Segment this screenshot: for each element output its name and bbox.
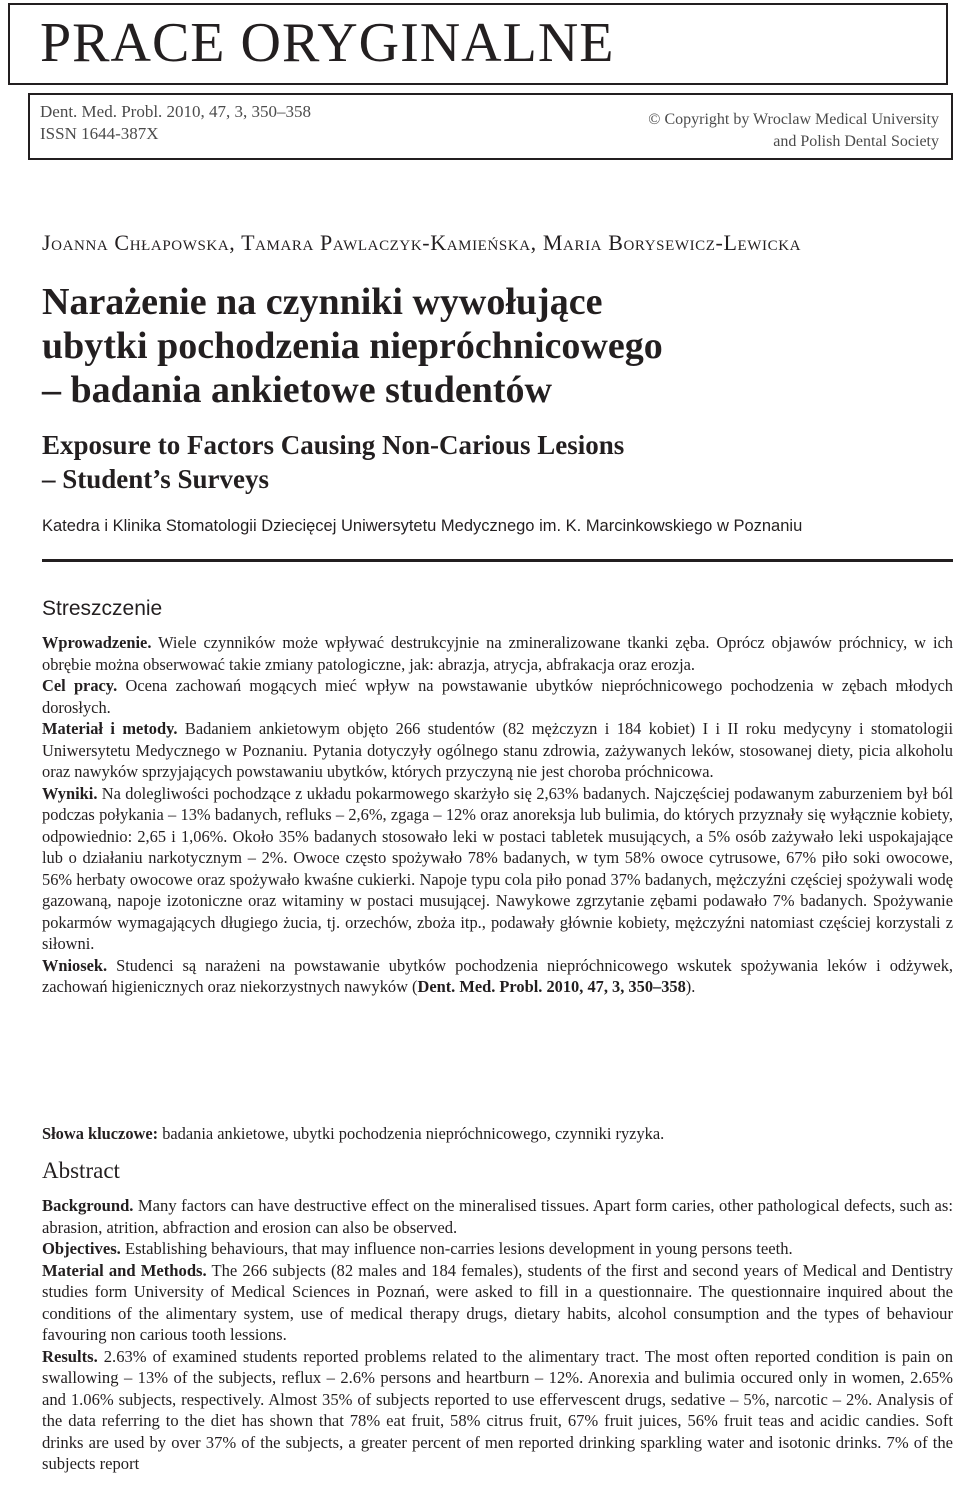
paragraph-label: Background. — [42, 1196, 134, 1215]
copyright-line-1: © Copyright by Wroclaw Medical University — [648, 111, 939, 128]
paragraph-text: Many factors can have destructive effect on the mineralised tissues. Apart form caries, other pathological defects, such as: abrasion, atrition, abfraction and erosion can also be observed. — [42, 1196, 953, 1237]
abstract-paragraph — [42, 1260, 953, 1346]
issn: ISSN 1644-387X — [40, 124, 159, 143]
journal-citation — [40, 101, 311, 145]
title-polish-line: ubytki pochodzenia niepróchnicowego — [42, 325, 663, 367]
abstract-paragraph — [42, 1346, 953, 1475]
divider — [42, 559, 953, 562]
paragraph-text: Na dolegliwości pochodzące z układu pokarmowego skarżyło się 2,63% badanych. Najczęściej podawanym zaburzeniem był ból podczas połykania – 13% badanych, refluks – 2,6%, zgaga – 12% oraz anoreksja lub bulimia, do których przyznały się wyłącznie kobiety, odpowiednio: 2,65 i 1,06%. Około 35% badanych stosowało leki w postaci tabletek musujących, a 5% osób zażywało leki uspokajające lub o działaniu narkotycznym – 2%. Owoce często spożywało 78% badanych, w tym 58% owoce cytrusowe, 67% piło soki owocowe, 56% herbaty owocowe oraz spożywało kwaśne cukierki. Napoje typu cola piło ponad 37% badanych, mężczyźni częściej spożywali wodę gazowaną, napoje izotoniczne oraz witaminy w postaci musującej. Nawykowe zgrzytanie zębami podawało 7% badanych. Spożywanie pokarmów wymagających długiego żucia, tj. orzechów, zboża itp., podawały głównie kobiety, mężczyźni natomiast częściej korzystali z siłowni. — [42, 783, 953, 953]
title-polish-line: – badania ankietowe studentów — [42, 369, 552, 411]
title-english-line: Exposure to Factors Causing Non-Carious Lesions — [42, 430, 625, 460]
abstract-paragraph — [42, 1195, 953, 1238]
abstract-heading: Abstract — [42, 1158, 120, 1183]
paragraph-label: Cel pracy. — [42, 676, 118, 695]
keywords-text: badania ankietowe, ubytki pochodzenia niepróchnicowego, czynniki ryzyka. — [158, 1124, 665, 1143]
abstract-paragraph — [42, 1238, 953, 1260]
paragraph-text: Wiele czynników może wpływać destrukcyjnie na zmineralizowane tkanki zęba. Oprócz objawów próchnicy, w ich obrębie można obserwować takie zmiany patologiczne, jak: abrazja, atrycja, abfrakacja oraz erozja. — [42, 633, 953, 674]
streszczenie-paragraph — [42, 675, 953, 718]
streszczenie-body — [42, 632, 953, 998]
authors: Joanna Chłapowska, Tamara Pawlaczyk-Kamieńska, Maria Borysewicz-Lewicka — [42, 230, 802, 255]
copyright-notice — [648, 109, 939, 153]
affiliation: Katedra i Klinika Stomatologii Dziecięcej Uniwersytetu Medycznego im. K. Marcinkowskiego w Poznaniu — [42, 517, 803, 535]
paragraph-text: Badaniem ankietowym objęto 266 studentów (82 mężczyzn i 184 kobiet) I i II roku medycyny i stomatologii Uniwersytetu Medycznego w Poznaniu. Pytania dotyczyły ogólnego stanu zdrowia, zażywanych leków, stosowanej diety, picia alkoholu oraz nawyków sprzyjających powstawaniu ubytków, których przyczyną nie jest choroba próchnicowa. — [42, 719, 954, 781]
copyright-line-2: and Polish Dental Society — [773, 133, 939, 150]
paragraph-text: 2.63% of examined students reported problems related to the alimentary tract. The most often reported condition is pain on swallowing – 13% of the subjects, reflux – 2.6% persons and heartburn – 12%. Anorexia and bulimia occured only in women, 2.65% and 1.06% subjects, respectively. Almost 35% of subjects reported to use effervescent drugs, sedative – 5%, narcotic – 2%. Analysis of the data referring to the diet has shown that 78% eat fruit, 58% citrus fruit, 67% fruit juices, 56% fruit teas and acidic candies. Soft drinks are used by over 37% of the subjects, a greater percent of men reported drinking sparkling water and isotonic drinks. 7% of the subjects report — [42, 1346, 953, 1473]
streszczenie-paragraph — [42, 718, 953, 783]
citation: Dent. Med. Probl. 2010, 47, 3, 350–358 — [417, 977, 686, 996]
streszczenie-paragraph — [42, 632, 953, 675]
streszczenie-paragraph — [42, 955, 953, 998]
title-polish — [42, 280, 942, 412]
paragraph-text: Establishing behaviours, that may influence non-carries lesions development in young persons teeth. — [120, 1239, 793, 1258]
paragraph-label: Wyniki. — [42, 783, 98, 803]
abstract-body — [42, 1195, 953, 1475]
keywords-label: Słowa kluczowe: — [42, 1124, 159, 1143]
streszczenie-heading: Streszczenie — [42, 597, 163, 620]
paragraph-label: Wprowadzenie. — [42, 633, 152, 652]
section-title: PRACE ORYGINALNE — [40, 12, 615, 74]
streszczenie-paragraph — [42, 783, 953, 955]
journal-line: Dent. Med. Probl. 2010, 47, 3, 350–358 — [40, 102, 312, 121]
paragraph-text: Ocena zachowań mogących mieć wpływ na powstawanie ubytków niepróchnicowego pochodzenia w zębach młodych dorosłych. — [42, 676, 953, 717]
title-polish-line: Narażenie na czynniki wywołujące — [42, 281, 603, 323]
journal-meta-box — [28, 93, 953, 160]
paragraph-text: Studenci są narażeni na powstawanie ubytków pochodzenia niepróchnicowego wskutek spożywania leków i odżywek, zachowań higienicznych oraz niekorzystnych nawyków ( — [42, 955, 953, 996]
title-english-line: – Student’s Surveys — [42, 464, 270, 494]
title-english — [42, 428, 942, 496]
section-title-box — [8, 3, 948, 85]
paragraph-text: The 266 subjects (82 males and 184 females), students of the first and second years of Medical and Dentistry studies form University of Medical Sciences in Poznań, were asked to fill in a questionnaire. The questionnaire inquired about the conditions of the alimentary system, use of medical therapy drugs, dietary habits, alcohol consumption and the types of behaviour favouring non carious tooth lessions. — [42, 1260, 953, 1344]
paragraph-label: Objectives. — [42, 1239, 121, 1258]
paragraph-label: Materiał i metody. — [42, 719, 178, 738]
paragraph-label: Results. — [42, 1346, 98, 1366]
keywords — [42, 1123, 953, 1145]
paragraph-text: ). — [685, 977, 696, 996]
paragraph-label: Material and Methods. — [42, 1260, 207, 1280]
paragraph-label: Wniosek. — [42, 955, 108, 975]
